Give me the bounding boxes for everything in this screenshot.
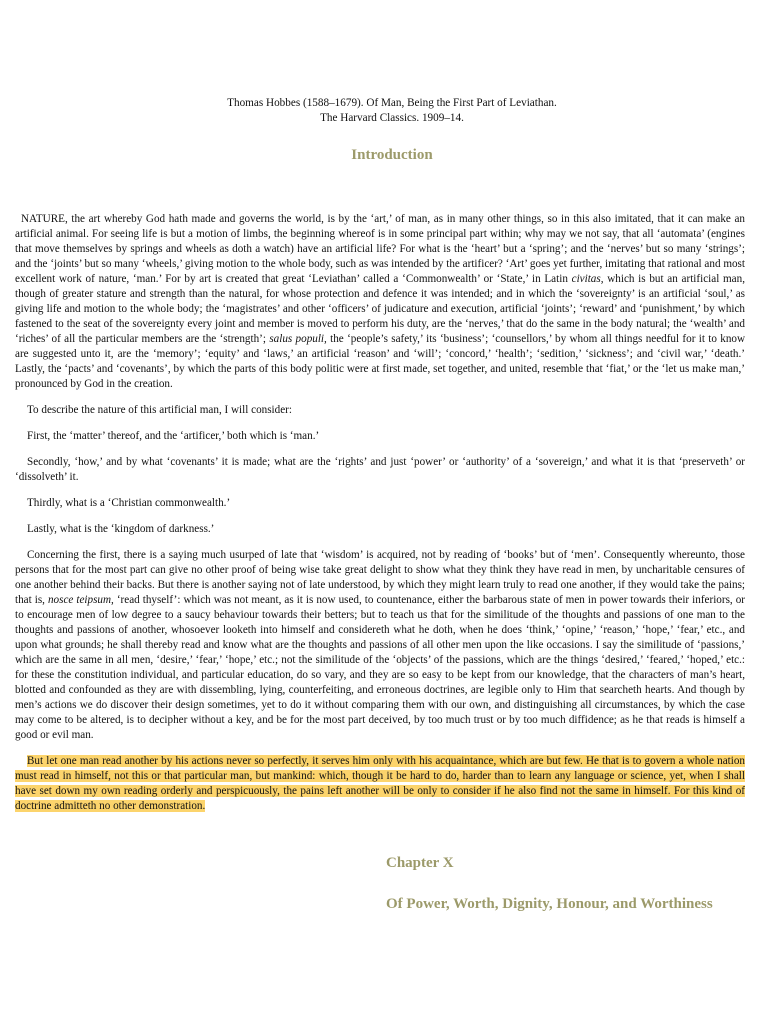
citation-line-1: Thomas Hobbes (1588–1679). Of Man, Being the First Part of Leviathan. [227, 97, 557, 109]
chapter-number-heading: Chapter X [386, 855, 454, 871]
citation-line-2: The Harvard Classics. 1909–14. [320, 112, 464, 124]
chapter-title-heading: Of Power, Worth, Dignity, Honour, and Worthiness [386, 896, 713, 912]
source-citation [0, 96, 768, 126]
paragraph-thirdly: Thirdly, what is a ‘Christian commonwealth.’ [27, 497, 231, 509]
paragraph-concerning: Concerning the first, there is a saying much usurped of late that ‘wisdom’ is acquired, not by reading of ‘books’ but of ‘men’. Consequently whereunto, those persons that for the most part can give no other proof of being wise take great delight to show what they think they have read in men, by uncharitable censures of one another behind their backs. But there is another saying not of late understood, by which they might learn truly to read one another, if they would take the pains; that is, nosce teipsum, ‘read thyself’: which was not meant, as it is now used, to countenance, either the barbarous state of men in power towards their inferiors, or to encourage men of low degree to a saucy behaviour towards their betters; but to teach us that for the similitude of the thoughts and passions of one man to the thoughts and passions of another, whosoever looketh into himself and considereth what he doth, when he does ‘think,’ ‘opine,’ ‘reason,’ ‘hope,’ ‘fear,’ etc., and upon what grounds; he shall thereby read and know what are the thoughts and passions of all other men upon the like occasions. I say the similitude of ‘passions,’ which are the same in all men, ‘desire,’ ‘fear,’ ‘hope,’ etc.; not the similitude of the ‘objects’ of the passions, which are the things ‘desired,’ ‘feared,’ ‘hoped,’ etc.: for these the constitution individual, and particular education, do so vary, and they are so easy to be kept from our knowledge, that the characters of man’s heart, blotted and confounded as they are with dissembling, lying, counterfeiting, and erroneous doctrines, are legible only to Him that searcheth hearts. And though by men’s actions we do discover their design sometimes, yet to do it without comparing them with our own, and distinguishing all circumstances, by which the case may come to be altered, is to decipher without a key, and be for the most part deceived, by too much trust or by too much diffidence; as he that reads is himself a good or evil man. [15, 549, 745, 741]
paragraph-lastly: Lastly, what is the ‘kingdom of darkness.’ [27, 523, 215, 535]
paragraph-first: First, the ‘matter’ thereof, and the ‘artificer,’ both which is ‘man.’ [27, 430, 320, 442]
introduction-heading: Introduction [351, 147, 433, 163]
introduction-body [15, 212, 745, 814]
paragraph-nature: NATURE, the art whereby God hath made and governs the world, is by the ‘art,’ of man, as in many other things, so in this also imitated, that it can make an artificial animal. For seeing life is but a motion of limbs, the beginning whereof is in some principal part within; why may we not say, that all ‘automata’ (engines that move themselves by springs and wheels as doth a watch) have an artificial life? For what is the ‘heart’ but a ‘spring’; and the ‘nerves’ but so many ‘strings’; and the ‘joints’ but so many ‘wheels,’ giving motion to the whole body, such as was intended by the artificer? ‘Art’ goes yet further, imitating that rational and most excellent work of nature, ‘man.’ For by art is created that great ‘Leviathan’ called a ‘Commonwealth’ or ‘State,’ in Latin civitas, which is but an artificial man, though of greater stature and strength than the natural, for whose protection and defence it was intended; and in which the ‘sovereignty’ is an artificial ‘soul,’ as giving life and motion to the whole body; the ‘magistrates’ and other ‘officers’ of judicature and execution, artificial ‘joints’; ‘reward’ and ‘punishment,’ by which fastened to the seat of the sovereignty every joint and member is moved to perform his duty, are the ‘nerves,’ that do the same in the body natural; the ‘wealth’ and ‘riches’ of all the particular members are the ‘strength’; salus populi, the ‘people’s safety,’ its ‘business’; ‘counsellors,’ by whom all things needful for it to know are suggested unto it, are the ‘memory’; ‘equity’ and ‘laws,’ an artificial ‘reason’ and ‘will’; ‘concord,’ ‘health’; ‘sedition,’ ‘sickness’; and ‘civil war,’ ‘death.’ Lastly, the ‘pacts’ and ‘covenants’, by which the parts of this body politic were at first made, set together, and united, resemble that ‘fiat,’ or the ‘let us make man,’ pronounced by God in the creation. [15, 213, 746, 390]
highlighted-text[interactable]: But let one man read another by his actions never so perfectly, it serves him only with his acquaintance, which are but few. He that is to govern a whole nation must read in himself, not this or that particular man, but mankind: which, though it be hard to do, harder than to learn any language or science, yet, when I shall have set down my own reading orderly and perspicuously, the pains left another will be only to consider if he also find not the same in himself. For this kind of doctrine admitteth no other demonstration. [15, 755, 745, 812]
paragraph-secondly: Secondly, ‘how,’ and by what ‘covenants’ it is made; what are the ‘rights’ and just ‘power’ or ‘authority’ of a ‘sovereign,’ and what it is that ‘preserveth’ or ‘dissolveth’ it. [15, 456, 745, 483]
paragraph-highlighted[interactable] [15, 754, 745, 814]
paragraph-describe: To describe the nature of this artificial man, I will consider: [27, 404, 292, 416]
